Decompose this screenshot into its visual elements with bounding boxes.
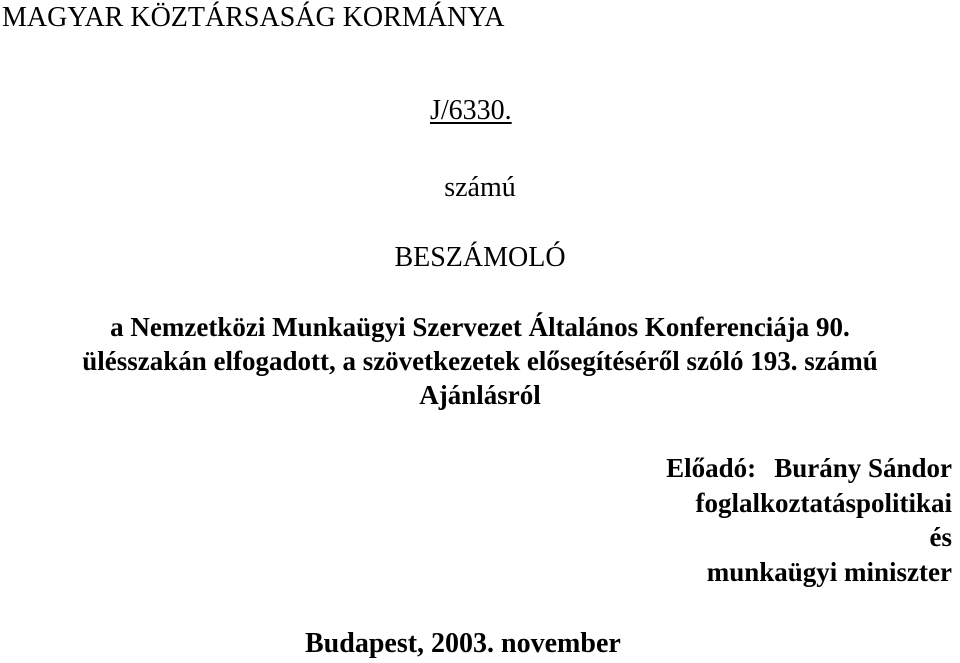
rapporteur-name: Burány Sándor <box>774 453 952 483</box>
subject-line: Ajánlásról <box>419 380 541 410</box>
place-and-date: Budapest, 2003. november <box>305 628 621 659</box>
subject-line: a Nemzetközi Munkaügyi Szervezet Általános Konferenciája 90. <box>110 312 850 342</box>
subject-line: ülésszakán elfogadott, a szövetkezetek elősegítéséről szóló 193. számú <box>82 346 878 376</box>
rapporteur-block <box>666 451 952 589</box>
government-header: MAGYAR KÖZTÁRSASÁG KORMÁNYA <box>2 2 505 33</box>
rapporteur-title-line: és <box>929 522 952 552</box>
document-number: J/6330. <box>430 95 512 126</box>
rapporteur-title-line: foglalkoztatáspolitikai <box>695 487 952 518</box>
document-subject <box>0 310 960 412</box>
rapporteur-title-line: munkaügyi miniszter <box>706 556 952 587</box>
document-number-suffix: számú <box>444 172 516 203</box>
rapporteur-line <box>666 451 952 486</box>
rapporteur-label: Előadó: <box>666 453 757 483</box>
document-type-title: BESZÁMOLÓ <box>394 242 566 273</box>
